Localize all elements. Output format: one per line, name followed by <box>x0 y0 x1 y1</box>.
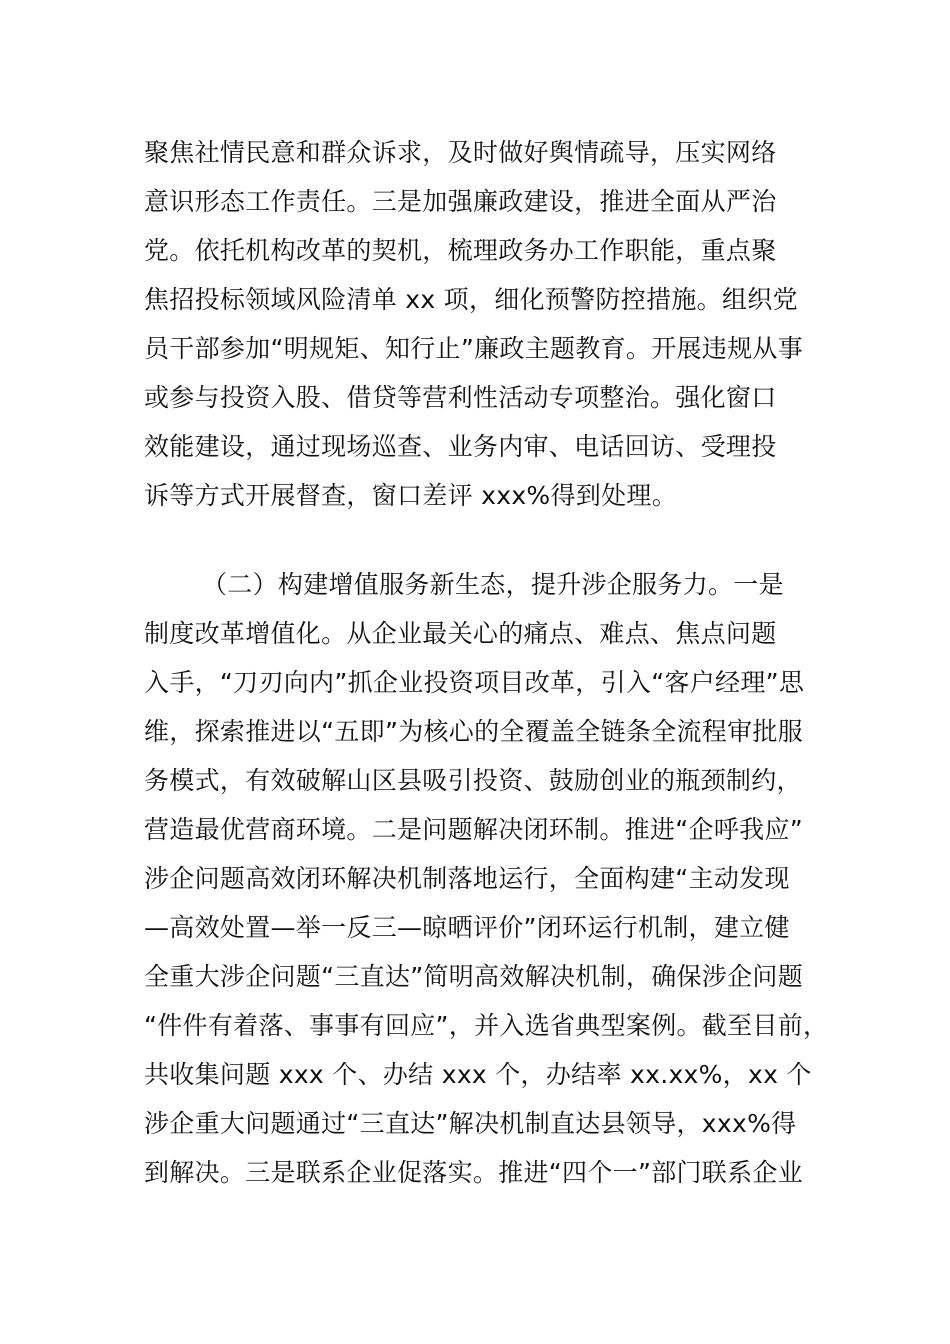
paragraph-line: 制度改革增值化。从企业最关心的痛点、难点、焦点问题 <box>144 619 777 648</box>
paragraph-line: 党。依托机构改革的契机，梳理政务办工作职能，重点聚 <box>144 236 777 265</box>
paragraph-heading-line: （二）构建增值服务新生态，提升涉企服务力。一是 <box>202 570 784 599</box>
paragraph-line: 诉等方式开展督查，窗口差评 xxx%得到处理。 <box>144 481 677 510</box>
paragraph-line: 意识形态工作责任。三是加强廉政建设，推进全面从严治 <box>144 187 777 216</box>
paragraph-line: 涉企重大问题通过“三直达”解决机制直达县领导，xxx%得 <box>144 1109 797 1138</box>
paragraph-line: 聚焦社情民意和群众诉求，及时做好舆情疏导，压实网络 <box>144 138 777 167</box>
paragraph-line: 涉企问题高效闭环解决机制落地运行，全面构建“主动发现 <box>144 864 790 893</box>
paragraph-line: 焦招投标领域风险清单 xx 项，细化预警防控措施。组织党 <box>144 285 798 314</box>
paragraph-line: 或参与投资入股、借贷等营利性活动专项整治。强化窗口 <box>144 383 777 412</box>
paragraph-line: 到解决。三是联系企业促落实。推进“四个一”部门联系企业 <box>144 1158 804 1187</box>
paragraph-line: 员干部参加“明规矩、知行止”廉政主题教育。开展违规从事 <box>144 334 804 363</box>
paragraph-line: 维，探索推进以“五即”为核心的全覆盖全链条全流程审批服 <box>144 717 804 746</box>
paragraph-line: —高效处置—举一反三—晾晒评价”闭环运行机制，建立健 <box>144 913 790 942</box>
paragraph-line: 务模式，有效破解山区县吸引投资、鼓励创业的瓶颈制约， <box>144 766 802 795</box>
paragraph-line: “件件有着落、事事有回应”，并入选省典型案例。截至目前， <box>144 1011 829 1040</box>
paragraph-line: 共收集问题 xxx 个、办结 xxx 个，办结率 xx.xx%，xx 个 <box>144 1060 812 1089</box>
paragraph-line: 全重大涉企问题“三直达”简明高效解决机制，确保涉企问题 <box>144 962 804 991</box>
paragraph-line: 营造最优营商环境。二是问题解决闭环制。推进“企呼我应” <box>144 815 804 844</box>
paragraph-line: 入手，“刀刃向内”抓企业投资项目改革，引入“客户经理”思 <box>144 668 805 697</box>
paragraph-line: 效能建设，通过现场巡查、业务内审、电话回访、受理投 <box>144 432 777 461</box>
